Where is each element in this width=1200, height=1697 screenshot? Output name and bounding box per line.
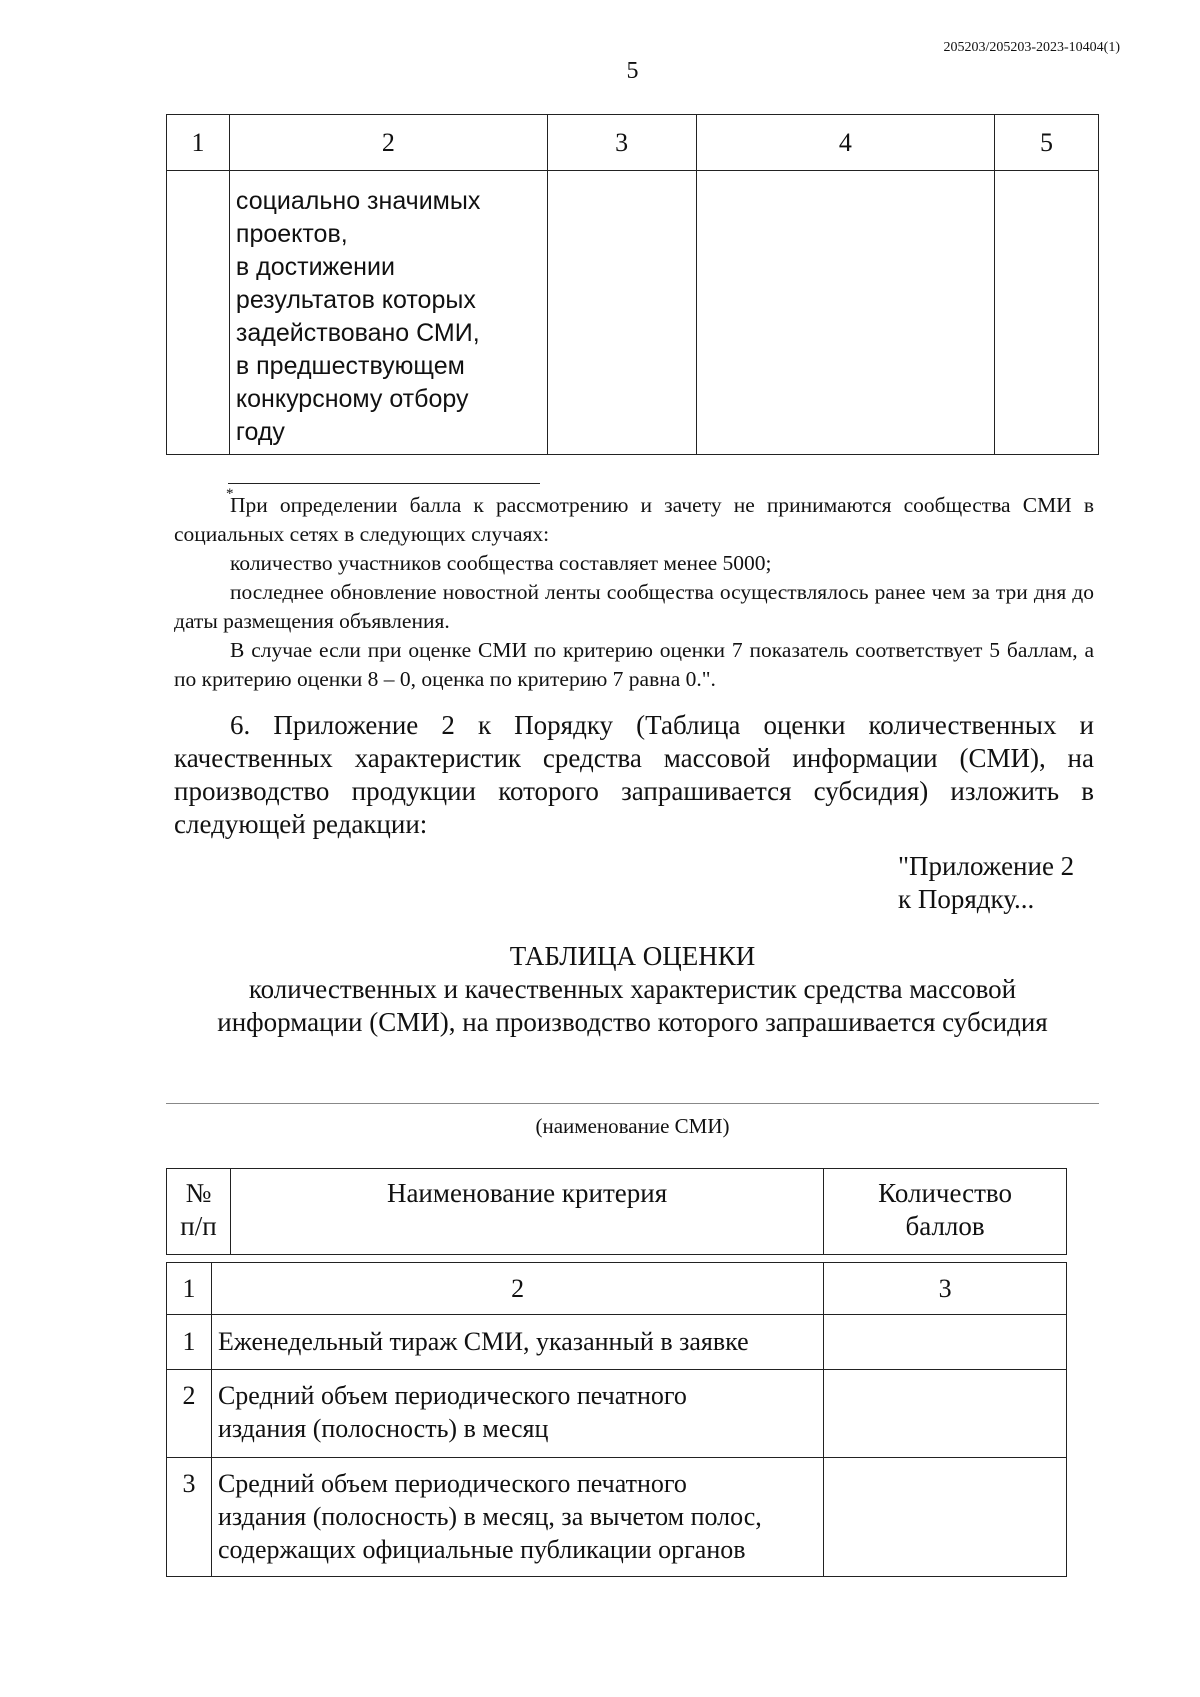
criterion-line: Средний объем периодического печатного: [217, 1381, 687, 1410]
column-number: 3: [547, 115, 696, 171]
column-number: 3: [824, 1263, 1067, 1315]
row-number: 3: [167, 1458, 212, 1577]
header-cell-number: [167, 1169, 231, 1255]
header-cell-points: [824, 1169, 1067, 1255]
criteria-header-table: [166, 1168, 1067, 1255]
column-number: 5: [995, 115, 1099, 171]
table-cell: [995, 171, 1099, 455]
table-subtitle: количественных и качественных характеристик средства массовой: [248, 974, 1017, 1004]
table-cell: [696, 171, 995, 455]
table-row: [167, 1458, 1067, 1577]
criterion-name: [211, 1315, 823, 1370]
cell-text-line: в достижении: [235, 253, 395, 281]
criterion-name: [211, 1370, 823, 1458]
media-name-line: [166, 1103, 1099, 1104]
document-id: 205203/205203-2023-10404(1): [943, 40, 1120, 55]
appendix-line: "Приложение 2: [898, 851, 1075, 881]
table-row: [167, 171, 1099, 455]
footnote-paragraph: При определении балла к рассмотрению и зачету не принимаются сообщества СМИ в социальных сетях в следующих случаях:: [174, 493, 1094, 546]
table-row: [167, 1370, 1067, 1458]
continued-table: [166, 114, 1099, 455]
page-number: 5: [626, 58, 639, 84]
table-row: [167, 1315, 1067, 1370]
cell-text-line: задействовано СМИ,: [235, 319, 480, 347]
column-number: 2: [211, 1263, 823, 1315]
cell-text-line: году: [235, 418, 285, 446]
header-text-line: п/п: [180, 1211, 217, 1241]
points-cell: [824, 1315, 1067, 1370]
criterion-line: издания (полосность) в месяц: [217, 1414, 549, 1443]
header-text-line: баллов: [905, 1211, 985, 1241]
criterion-line: Еженедельный тираж СМИ, указанный в заявке: [217, 1327, 749, 1356]
cell-text-line: социально значимых: [235, 187, 481, 215]
column-number: 1: [167, 1263, 212, 1315]
column-numbers-row: [167, 1263, 1067, 1315]
row-number: 1: [167, 1315, 212, 1370]
criterion-line: содержащих официальные публикации органов: [217, 1535, 746, 1564]
paragraph-6: 6. Приложение 2 к Порядку (Таблица оценки количественных и качественных характеристик средства массовой информации (СМИ), на производство продукции которого запрашивается субсидия) изложить в следующей редакции:: [174, 710, 1094, 839]
table-title: ТАБЛИЦА ОЦЕНКИ: [509, 941, 756, 971]
criterion-line: издания (полосность) в месяц, за вычетом полос,: [217, 1502, 762, 1531]
points-cell: [824, 1370, 1067, 1458]
column-number: 2: [229, 115, 547, 171]
cell-text-line: конкурсному отбору: [235, 385, 469, 413]
footnote-paragraph: количество участников сообщества составляет менее 5000;: [230, 551, 772, 575]
column-number: 1: [167, 115, 230, 171]
table-cell: [229, 171, 547, 455]
column-number: 4: [696, 115, 995, 171]
footnote-paragraph: В случае если при оценке СМИ по критерию оценки 7 показатель соответствует 5 баллам, а по критерию оценки 8 – 0, оценка по критерию 7 равна 0.".: [174, 638, 1094, 691]
footnote-separator: [228, 483, 540, 484]
table-cell: [547, 171, 696, 455]
cell-text-line: результатов которых: [235, 286, 476, 314]
appendix-reference: [898, 850, 1074, 916]
media-name-caption: (наименование СМИ): [535, 1114, 730, 1138]
criterion-line: Средний объем периодического печатного: [217, 1469, 687, 1498]
header-cell-criterion: Наименование критерия: [230, 1169, 823, 1255]
footnote-marker: *: [226, 486, 234, 502]
row-number: 2: [167, 1370, 212, 1458]
cell-text-line: в предшествующем: [235, 352, 465, 380]
criteria-table: [166, 1262, 1067, 1577]
criteria-header-row: [167, 1169, 1067, 1255]
points-cell: [824, 1458, 1067, 1577]
table-subtitle: информации (СМИ), на производство которого запрашивается субсидия: [217, 1007, 1048, 1037]
footnote-paragraph: последнее обновление новостной ленты сообщества осуществлялось ранее чем за три дня до даты размещения объявления.: [174, 580, 1094, 633]
appendix-line: к Порядку...: [898, 884, 1035, 914]
table-cell: [167, 171, 230, 455]
header-text-line: №: [185, 1178, 212, 1208]
criterion-name: [211, 1458, 823, 1577]
table-header-row: [167, 115, 1099, 171]
header-text-line: Количество: [878, 1178, 1012, 1208]
cell-text-line: проектов,: [235, 220, 348, 248]
